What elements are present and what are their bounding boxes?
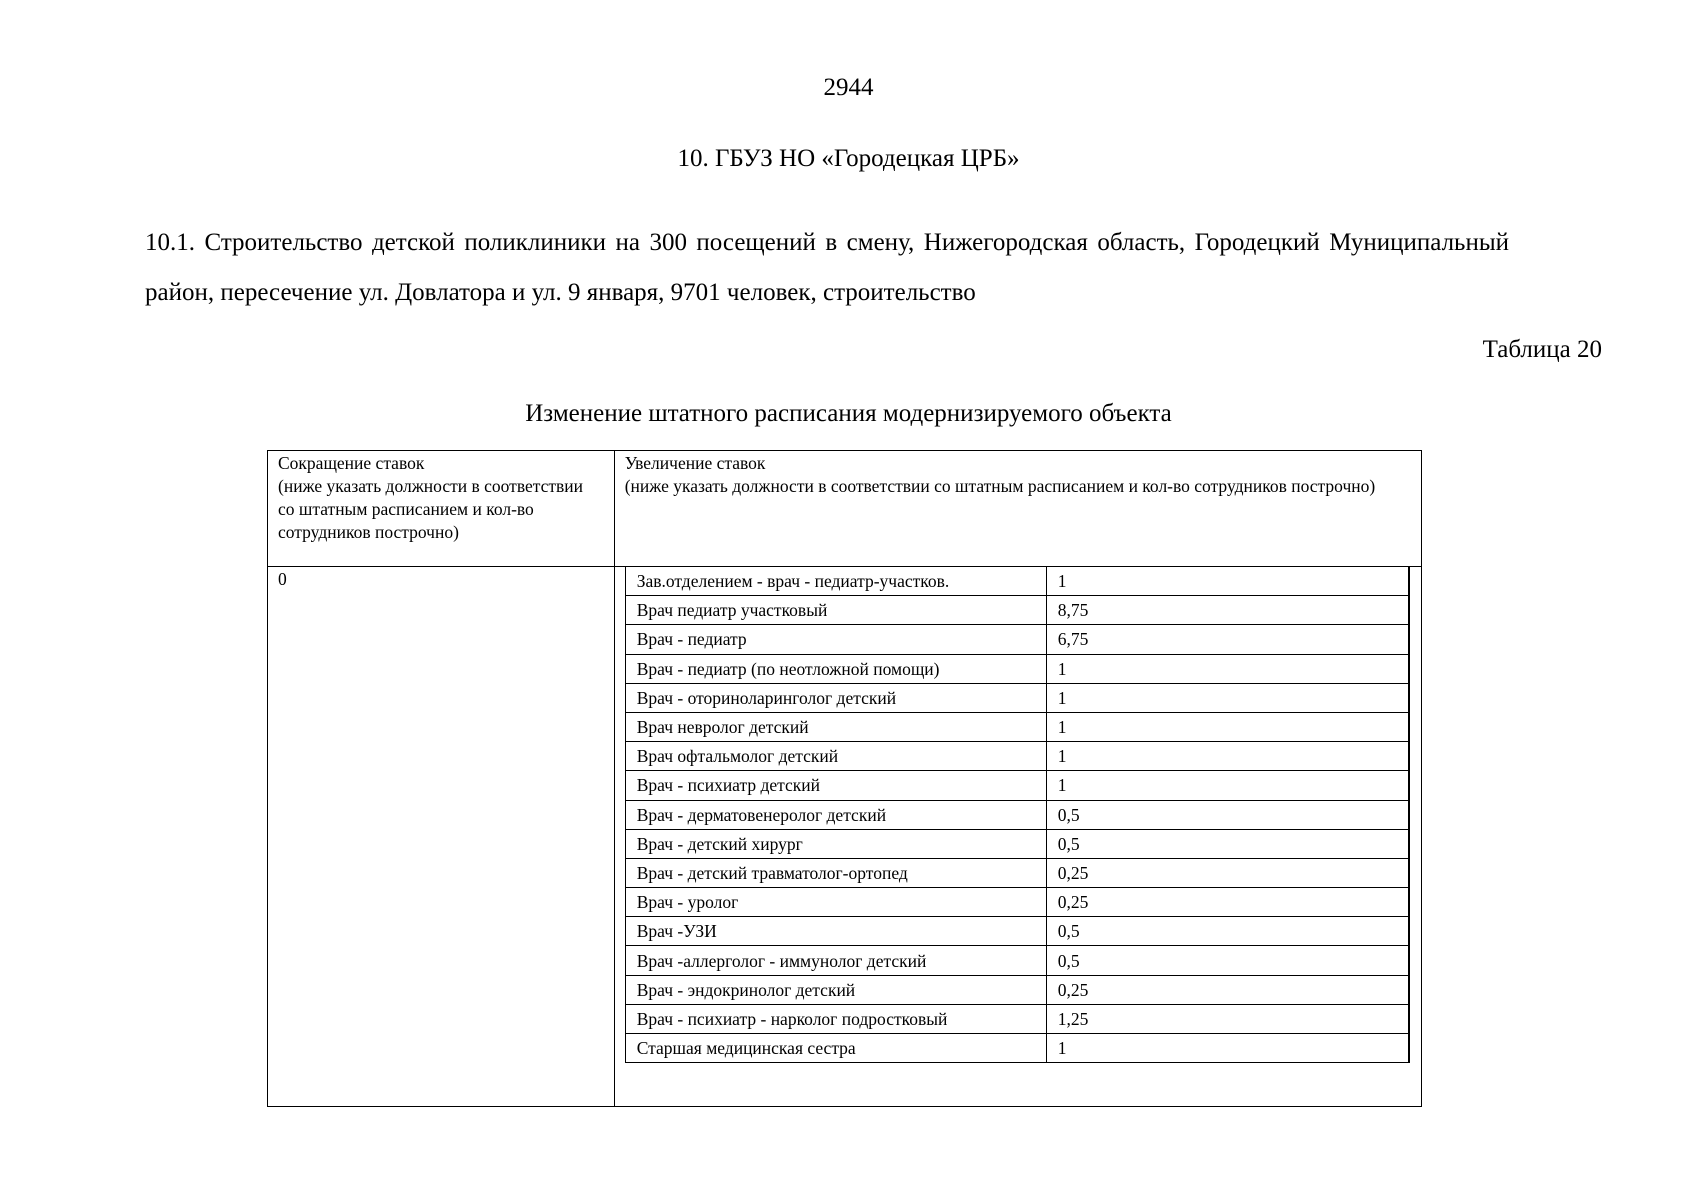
- position-name-cell: Врач - оториноларинголог детский: [625, 683, 1046, 712]
- staff-count-cell: 0,5: [1046, 800, 1408, 829]
- table-row: [625, 975, 1409, 1004]
- table-row: [625, 712, 1409, 741]
- table-row: [625, 1004, 1409, 1033]
- position-name-cell: Врач офтальмолог детский: [625, 742, 1046, 771]
- table-row: [625, 888, 1409, 917]
- staff-count-cell: 0,5: [1046, 829, 1408, 858]
- position-name-cell: Врач - психиатр детский: [625, 771, 1046, 800]
- increase-positions-table: [625, 567, 1410, 1063]
- staff-count-cell: 1,25: [1046, 1004, 1408, 1033]
- table-header-row: [268, 451, 1422, 567]
- position-name-cell: Врач - дерматовенеролог детский: [625, 800, 1046, 829]
- staff-count-cell: 0,25: [1046, 975, 1408, 1004]
- staff-count-cell: 1: [1046, 742, 1408, 771]
- staff-count-cell: 6,75: [1046, 625, 1408, 654]
- increase-header-title: Увеличение ставок: [624, 453, 766, 473]
- staff-count-cell: 0,5: [1046, 946, 1408, 975]
- position-name-cell: Врач -аллерголог - иммунолог детский: [625, 946, 1046, 975]
- position-name-cell: Врач педиатр участковый: [625, 596, 1046, 625]
- staff-count-cell: 0,25: [1046, 858, 1408, 887]
- staff-count-cell: 0,25: [1046, 888, 1408, 917]
- position-name-cell: Врач -УЗИ: [625, 917, 1046, 946]
- position-name-cell: Зав.отделением - врач - педиатр-участков.: [625, 567, 1046, 596]
- table-row: [625, 1034, 1409, 1063]
- increase-header-note: (ниже указать должности в соответствии со штатным расписанием и кол-во сотрудников построчно): [624, 476, 1376, 496]
- position-name-cell: Старшая медицинская сестра: [625, 1034, 1046, 1063]
- table-row: [625, 596, 1409, 625]
- reduction-cell: [268, 567, 615, 1107]
- position-name-cell: Врач - детский хирург: [625, 829, 1046, 858]
- staff-count-cell: 1: [1046, 771, 1408, 800]
- staff-count-cell: 1: [1046, 683, 1408, 712]
- position-name-cell: Врач - педиатр (по неотложной помощи): [625, 654, 1046, 683]
- increase-header-cell: [614, 451, 1421, 567]
- position-name-cell: Врач - эндокринолог детский: [625, 975, 1046, 1004]
- table-row: [625, 800, 1409, 829]
- staff-count-cell: 1: [1046, 712, 1408, 741]
- table-caption: Изменение штатного расписания модернизируемого объекта: [525, 400, 1172, 427]
- table-row: [625, 829, 1409, 858]
- increase-cell: [614, 567, 1421, 1107]
- staff-count-cell: 1: [1046, 567, 1408, 596]
- reduction-header-cell: [268, 451, 615, 567]
- reduction-value: 0: [278, 569, 287, 589]
- table-row: [625, 567, 1409, 596]
- position-name-cell: Врач - психиатр - нарколог подростковый: [625, 1004, 1046, 1033]
- table-row: [625, 858, 1409, 887]
- staff-count-cell: 1: [1046, 654, 1408, 683]
- project-description: 10.1. Строительство детской поликлиники на 300 посещений в смену, Нижегородская область, Городецкий Муниципальный район, пересечение ул. Довлатора и ул. 9 января, 9701 человек, строительство: [145, 229, 1509, 306]
- table-row: [625, 946, 1409, 975]
- reduction-header-title: Сокращение ставок: [278, 453, 425, 473]
- staff-count-cell: 0,5: [1046, 917, 1408, 946]
- position-name-cell: Врач - педиатр: [625, 625, 1046, 654]
- table-row: [625, 742, 1409, 771]
- staff-count-cell: 8,75: [1046, 596, 1408, 625]
- table-number-label: Таблица 20: [1482, 336, 1602, 363]
- position-name-cell: Врач невролог детский: [625, 712, 1046, 741]
- position-name-cell: Врач - детский травматолог-ортопед: [625, 858, 1046, 887]
- position-name-cell: Врач - уролог: [625, 888, 1046, 917]
- page-number: 2944: [823, 74, 874, 101]
- table-row: [625, 683, 1409, 712]
- staff-count-cell: 1: [1046, 1034, 1408, 1063]
- section-title: 10. ГБУЗ НО «Городецкая ЦРБ»: [677, 145, 1020, 172]
- reduction-header-note: (ниже указать должности в соответствии со штатным расписанием и кол-во сотрудников построчно): [278, 476, 584, 542]
- staffing-change-table: [267, 450, 1422, 1107]
- table-row: [625, 654, 1409, 683]
- table-row: [625, 917, 1409, 946]
- table-row: [625, 771, 1409, 800]
- table-body-row: [268, 567, 1422, 1107]
- table-row: [625, 625, 1409, 654]
